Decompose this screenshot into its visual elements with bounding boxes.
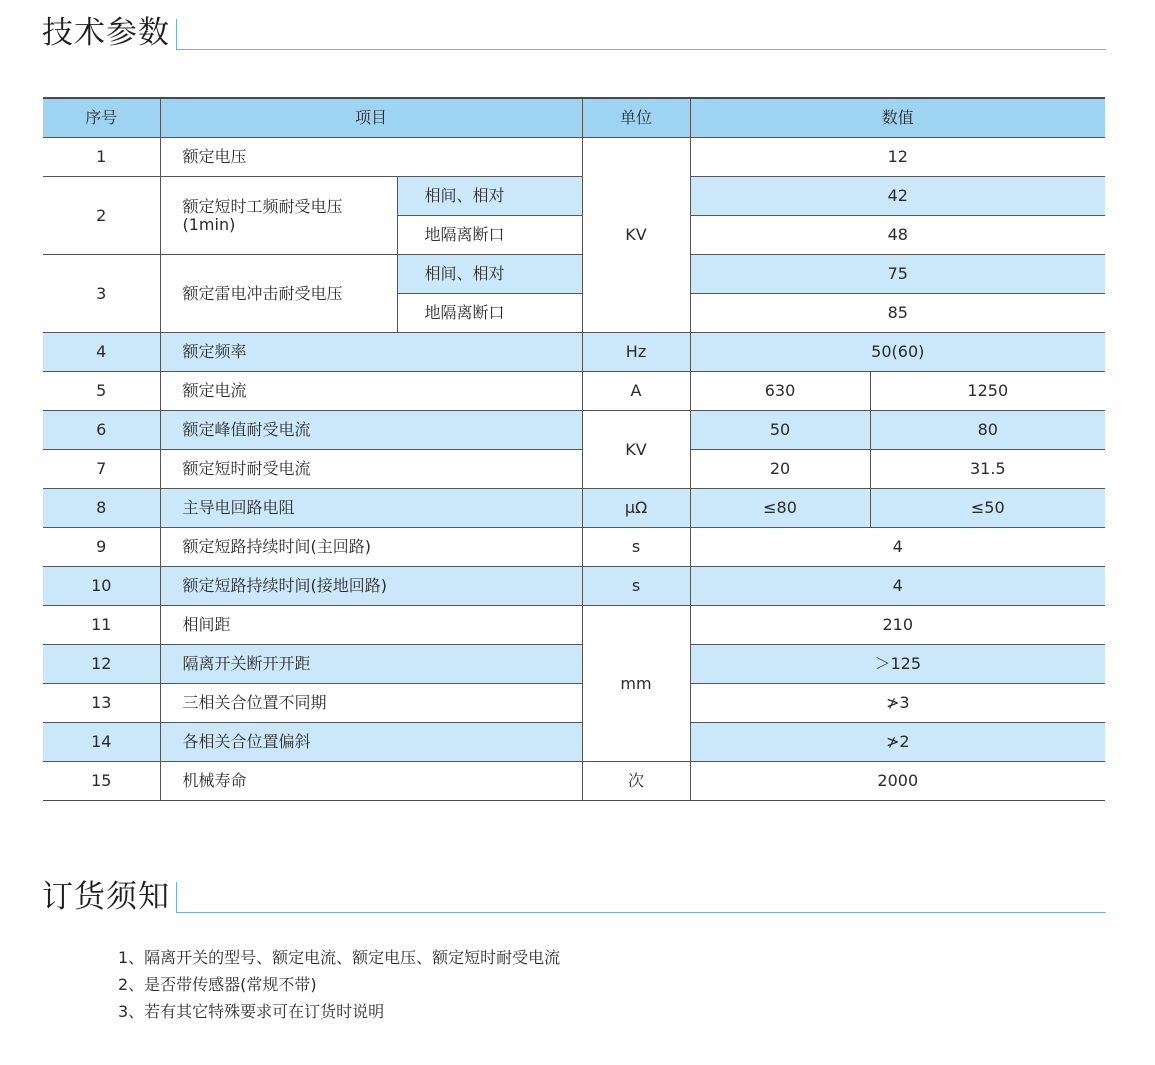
ordering-notes [118,944,560,1025]
row-value: ＞125 [690,645,1105,684]
header-item: 项目 [160,98,582,138]
row-value: ≯3 [690,684,1105,723]
row-unit: s [582,567,690,606]
row-item: 三相关合位置不同期 [160,684,582,723]
header-no: 序号 [43,98,160,138]
row-item: 额定短时耐受电流 [160,450,582,489]
section-title-ordering: 订货须知 [42,879,170,915]
row-item-line: 额定短时工频耐受电压 [182,196,343,216]
row-value-2: 80 [870,411,1105,450]
row-item: 额定电压 [160,138,582,177]
row-item: 额定短路持续时间(接地回路) [160,567,582,606]
row-no: 15 [43,762,160,801]
note-item: 3、若有其它特殊要求可在订货时说明 [118,1002,385,1021]
row-no: 11 [43,606,160,645]
row-value: 210 [690,606,1105,645]
section-title-specs: 技术参数 [42,15,170,51]
row-item: 额定雷电冲击耐受电压 [160,255,397,333]
note-item: 2、是否带传感器(常规不带) [118,975,317,994]
row-value-2: 1250 [870,372,1105,411]
row-no: 9 [43,528,160,567]
row-subitem: 地隔离断口 [397,216,582,255]
row-value-1: 20 [690,450,870,489]
row-value-2: 31.5 [870,450,1105,489]
table-row [43,333,1105,372]
table-row [43,723,1105,762]
row-item-line: (1min) [182,214,236,234]
table-row [43,567,1105,606]
row-value-1: 50 [690,411,870,450]
row-value: 4 [690,567,1105,606]
row-value-1: 630 [690,372,870,411]
row-no: 12 [43,645,160,684]
row-subitem: 地隔离断口 [397,294,582,333]
row-item: 相间距 [160,606,582,645]
row-item: 各相关合位置偏斜 [160,723,582,762]
row-no: 6 [43,411,160,450]
table-header-row [43,98,1105,138]
table-row [43,411,1105,450]
row-no: 10 [43,567,160,606]
header-unit: 单位 [582,98,690,138]
table-row [43,177,1105,216]
row-value: 75 [690,255,1105,294]
row-item: 额定电流 [160,372,582,411]
title-rule-ordering [176,882,1106,913]
header-value: 数值 [690,98,1105,138]
table-row [43,528,1105,567]
row-value: 50(60) [690,333,1105,372]
row-item: 隔离开关断开开距 [160,645,582,684]
row-value: 42 [690,177,1105,216]
row-unit: 次 [582,762,690,801]
table-row [43,450,1105,489]
note-item: 1、隔离开关的型号、额定电流、额定电压、额定短时耐受电流 [118,948,561,967]
row-value: 85 [690,294,1105,333]
row-subitem: 相间、相对 [397,177,582,216]
row-item: 主导电回路电阻 [160,489,582,528]
row-value: 12 [690,138,1105,177]
table-row [43,489,1105,528]
row-item: 额定频率 [160,333,582,372]
row-unit: KV [582,138,690,333]
table-row [43,684,1105,723]
row-unit: A [582,372,690,411]
table-row [43,606,1105,645]
row-value: 4 [690,528,1105,567]
row-value: 48 [690,216,1105,255]
row-no: 8 [43,489,160,528]
row-unit: Hz [582,333,690,372]
row-subitem: 相间、相对 [397,255,582,294]
row-item: 机械寿命 [160,762,582,801]
title-rule-specs [176,19,1106,50]
row-value: 2000 [690,762,1105,801]
row-item [160,177,397,255]
table-row [43,762,1105,801]
row-item: 额定峰值耐受电流 [160,411,582,450]
row-no: 2 [43,177,160,255]
row-unit: s [582,528,690,567]
row-unit: KV [582,411,690,489]
row-item: 额定短路持续时间(主回路) [160,528,582,567]
table-row [43,645,1105,684]
row-no: 7 [43,450,160,489]
row-no: 14 [43,723,160,762]
row-unit: mm [582,606,690,762]
row-unit: μΩ [582,489,690,528]
row-no: 1 [43,138,160,177]
row-no: 5 [43,372,160,411]
table-row [43,138,1105,177]
table-row [43,372,1105,411]
row-value-1: ≤80 [690,489,870,528]
row-no: 4 [43,333,160,372]
row-no: 3 [43,255,160,333]
row-no: 13 [43,684,160,723]
row-value: ≯2 [690,723,1105,762]
row-value-2: ≤50 [870,489,1105,528]
spec-table [43,97,1105,801]
table-row [43,255,1105,294]
